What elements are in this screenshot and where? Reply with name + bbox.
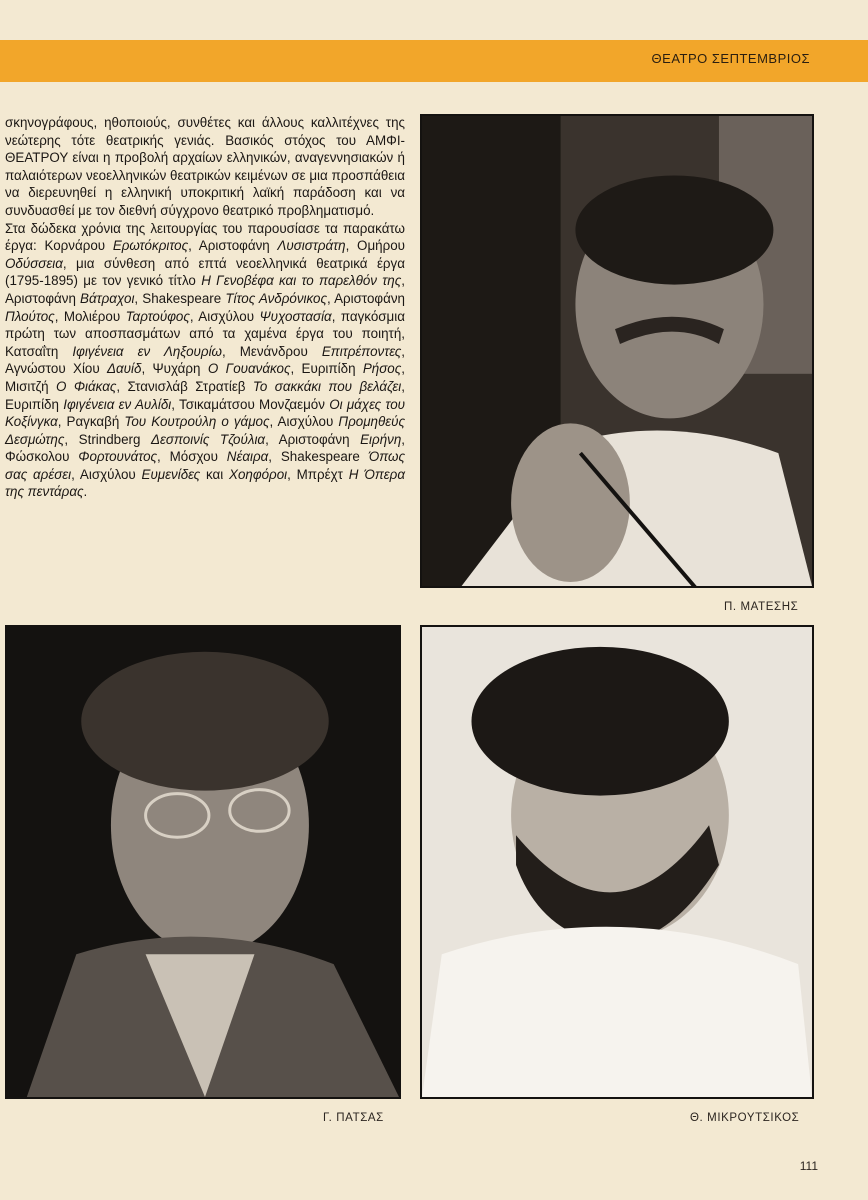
text-run: , Ευριπίδη xyxy=(290,361,363,377)
text-run: , Ραγκαβή xyxy=(57,414,125,430)
text-run: , Ομήρου xyxy=(345,238,405,254)
text-run: , Αισχύλου xyxy=(269,414,339,430)
work-title: Πλούτος xyxy=(5,308,55,324)
work-title: Ιφιγένεια εν Αυλίδι xyxy=(63,396,172,412)
text-run: , Στανισλάβ Στρατίεβ xyxy=(116,378,253,394)
work-title: Νέαιρα xyxy=(226,449,269,465)
text-run: , Αισχύλου xyxy=(71,466,142,482)
text-run: , Αριστοφάνη xyxy=(5,273,405,306)
text-run: και xyxy=(200,466,230,482)
work-title: Χοηφόροι xyxy=(229,466,288,482)
work-title: Ιφιγένεια εν Ληξουρίω xyxy=(72,343,222,359)
work-title: Φορτουνάτος xyxy=(78,449,158,465)
text-run: , Strindberg xyxy=(64,431,152,447)
caption-patsas: Γ. ΠΑΤΣΑΣ xyxy=(323,1112,384,1124)
text-run: , Μισιτζή xyxy=(5,361,405,394)
work-title: Δαυίδ xyxy=(107,361,142,377)
work-title: Του Κουτρούλη ο γάμος xyxy=(124,414,270,430)
work-title: Ταρτούφος xyxy=(125,308,190,324)
photo-matesis xyxy=(420,114,814,588)
work-title: Ψυχοστασία xyxy=(259,308,332,324)
text-run: , Αριστοφάνη xyxy=(188,238,278,254)
work-title: Προμηθεύς Δεσμώτης xyxy=(5,414,405,447)
work-title: Η Όπερα της πεντάρας xyxy=(5,466,405,500)
section-title: ΘΕΑΤΡΟ ΣΕΠΤΕΜΒΡΙΟΣ xyxy=(651,51,810,66)
work-title: Ο Φιάκας xyxy=(56,378,117,394)
text-run: , Shakespeare xyxy=(268,449,369,465)
text-run: Στα δώδεκα χρόνια της λειτουργίας του παρουσίασε τα παρακάτω έργα: Κορνάρου xyxy=(5,220,405,254)
work-title: Ειρήνη xyxy=(360,431,402,447)
work-title: Ερωτόκριτος xyxy=(112,238,189,254)
article-paragraph-1 xyxy=(5,114,405,220)
work-title: Το σακκάκι που βελάζει xyxy=(252,378,402,394)
text-run: , παγκόσμια πρώτη των αποσπασμάτων από τα χαμένα έργα του ποιητή, Κατσαΐτη xyxy=(5,308,405,359)
text-run: , Ευριπίδη xyxy=(5,378,405,412)
caption-mikroutsikos: Θ. ΜΙΚΡΟΥΤΣΙΚΟΣ xyxy=(690,1112,800,1124)
work-title: Όπως σας αρέσει xyxy=(5,449,405,482)
text-run: , Αγνώστου Χίου xyxy=(5,343,405,377)
work-title: Δεσποινίς Τζούλια xyxy=(151,431,266,447)
text-run: , Μολιέρου xyxy=(54,308,126,324)
photo-mikroutsikos xyxy=(420,625,814,1099)
text-run: σκηνογράφους, ηθοποιούς, συνθέτες και άλλους καλλιτέχνες της νεώτερης τότε θεατρικής γενιάς. Βασικός στόχος του ΑΜΦΙ-ΘΕΑΤΡΟΥ είναι η προβολή αρχαίων ελληνικών, αναγεννησιακών ή παλαιότερων νεοελληνικών θεατρικών κειμένων σε μια προσπάθεια να διερευνηθεί η ελληνική υποκριτική λαϊκή παράδοση και να συνδυασθεί με τον διεθνή σύγχρονο θεατρικό προβληματισμό. xyxy=(5,115,405,218)
article-body xyxy=(5,114,405,501)
text-run: , Μπρέχτ xyxy=(287,466,349,482)
text-run: , μια σύνθεση από επτά νεοελληνικά θεατρικά έργα (1795-1895) με τον γενικό τίτλο xyxy=(5,255,405,289)
text-run: , Shakespeare xyxy=(134,290,226,306)
text-run: , Αισχύλου xyxy=(189,308,260,324)
work-title: Επιτρέποντες xyxy=(321,343,402,359)
text-run: , Μόσχου xyxy=(157,449,227,465)
text-run: . xyxy=(83,484,88,500)
work-title: Λυσιστράτη xyxy=(277,238,346,254)
work-title: Οδύσσεια xyxy=(5,255,63,271)
photo-patsas xyxy=(5,625,401,1099)
work-title: Ευμενίδες xyxy=(141,466,201,482)
text-run: , Τσικαμάτσου Μονζαεμόν xyxy=(171,396,330,412)
work-title: Τίτος Ανδρόνικος xyxy=(225,290,327,306)
text-run: , Μενάνδρου xyxy=(221,343,322,359)
text-run: , Φώσκολου xyxy=(5,431,405,465)
work-title: Ρήσος xyxy=(362,361,402,377)
work-title: Ο Γουανάκος xyxy=(207,361,291,377)
text-run: , Αριστοφάνη xyxy=(326,290,405,306)
text-run: , Αριστοφάνη xyxy=(265,431,361,447)
work-title: Οι μάχες του Κοξίνγκα xyxy=(5,396,406,430)
text-run: , Ψυχάρη xyxy=(141,361,208,377)
page-number: 111 xyxy=(799,1159,818,1173)
caption-matesis: Π. ΜΑΤΕΣΗΣ xyxy=(724,601,799,613)
article-paragraph-2 xyxy=(5,220,405,502)
work-title: Βάτραχοι xyxy=(80,290,135,306)
work-title: Η Γενοβέφα και το παρελθόν της xyxy=(201,273,402,289)
